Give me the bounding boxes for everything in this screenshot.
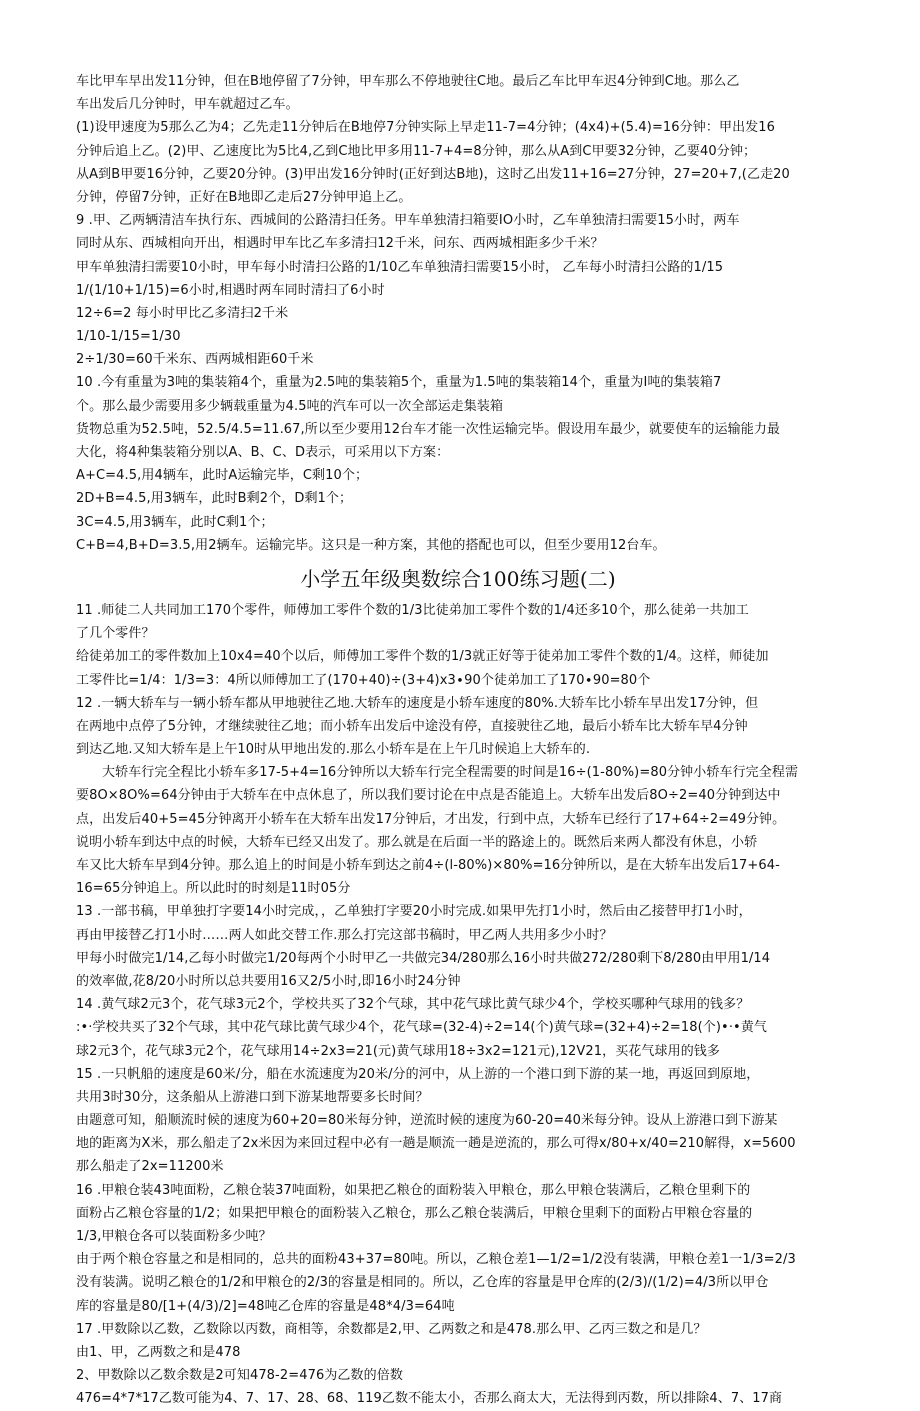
text-line: 1/3,甲粮仓各可以装面粉多少吨？ <box>76 1229 272 1244</box>
text-line: C+B=4,B+D=3.5,用2辆车。运输完毕。这只是一种方案，其他的搭配也可以，但至少要用12台车。 <box>76 537 666 553</box>
text-line: 甲车单独清扫需要10小时，甲车每小时清扫公路的1/10乙车单独清扫需要15小时， 乙车每小时清扫公路的1/15 <box>76 259 724 275</box>
text-line: 给徒弟加工的零件数加上10x4=40个以后，师傅加工零件个数的1/3就正好等于徒弟加工零件个数的1/4。这样，师徒加 <box>76 649 769 665</box>
text-line: 12 .一辆大轿车与一辆小轿车都从甲地驶往乙地.大轿车的速度是小轿车速度的80%.大轿车比小轿车早出发17分钟，但 <box>76 695 759 711</box>
text-line: 共用3时30分，这条船从上游港口到下游某地帮要多长时间？ <box>76 1089 429 1105</box>
text-line: 1/10-1/15=1/30 <box>76 329 181 345</box>
text-line: 14 .黄气球2元3个，花气球3元2个，学校共买了32个气球，其中花气球比黄气球少4个，学校买哪种气球用的钱多？ <box>76 997 750 1013</box>
text-line: 要8O×8O%=64分钟由于大轿车在中点休息了，所以我们要讨论在中点是否能追上。大轿车出发后8O÷2=40分钟到达中 <box>76 788 781 804</box>
text-line: :•·学校共买了32个气球，其中花气球比黄气球少4个，花气球=(32-4)÷2=14(个)黄气球=(32+4)÷2=18(个)•·•黄气 <box>76 1020 768 1036</box>
text-line: 17 .甲数除以乙数，乙数除以丙数，商相等，余数都是2,甲、乙两数之和是478.那么甲、乙丙三数之和是几？ <box>76 1321 707 1337</box>
text-line: 分钟后追上乙。(2)甲、乙速度比为5比4,乙到C地比甲多用11-7+4=8分钟，那么从A到C甲要32分钟，乙要40分钟； <box>76 143 757 159</box>
text-line: 13 .一部书稿，甲单独打字要14小时完成，，乙单独打字要20小时完成.如果甲先打1小时，然后由乙接替甲打1小时， <box>76 904 752 920</box>
text-line: 库的容量是80∕[1+(4/3)/2]=48吨乙仓库的容量是48*4/3=64吨 <box>76 1298 455 1314</box>
text-line: 2D+B=4.5,用3辆车，此时B剩2个，D剩1个； <box>76 491 353 507</box>
text-line: 从A到B甲要16分钟，乙要20分钟。(3)甲出发16分钟时(正好到达B地)，这时乙出发11+16=27分钟，27=20+7,(乙走20 <box>76 166 790 182</box>
text-line: 再由甲接替乙打1小时……两人如此交替工作.那么打完这部书稿时，甲乙两人共用多少小时？ <box>76 927 613 943</box>
text-block-before-title <box>76 70 840 557</box>
text-line: 2÷1∕30=60千米东、西两城相距60千米 <box>76 352 314 368</box>
text-line: 476=4*7*17乙数可能为4、7、17、28、68、119乙数不能太小，否那么商太大，无法得到丙数，所以排除4、7、17商 <box>76 1391 783 1407</box>
text-line: 1/(1/10+1/15)=6小时,相遇时两车同时清扫了6小时 <box>76 282 385 298</box>
text-line: A+C=4.5,用4辆车，此时A运输完毕，C剩10个； <box>76 468 369 484</box>
text-line: 工零件比=1/4：1/3=3：4所以师傅加工了(170+40)÷(3+4)x3∙90个徒弟加工了170∙90=80个 <box>76 672 651 688</box>
text-line: 说明小轿车到达中点的时候，大轿车已经又出发了。那么就是在后面一半的路途上的。既然后来两人都没有休息，小轿 <box>76 834 758 850</box>
text-block-after-title <box>76 599 840 1411</box>
text-line: 3C=4.5,用3辆车，此时C剩1个； <box>76 514 274 530</box>
text-line: 地的距离为X米，那么船走了2x米因为来回过程中必有一趟是顺流一趟是逆流的，那么可得x∕80+x∕40=210解得，x=5600 <box>76 1136 796 1152</box>
text-line: 由题意可知，船顺流时候的速度为60+20=80米每分钟，逆流时候的速度为60-20=40米每分钟。设从上游港口到下游某 <box>76 1113 778 1129</box>
text-line: 车又比大轿车早到4分钟。那么追上的时间是小轿车到达之前4÷(l-80%)×80%=16分钟所以，是在大轿车出发后17+64- <box>76 858 780 873</box>
text-line: 9 .甲、乙两辆清洁车执行东、西城间的公路清扫任务。甲车单独清扫箱要IO小时，乙车单独清扫需要15小时，两车 <box>76 213 740 229</box>
text-line: 那么船走了2x=11200米 <box>76 1159 224 1175</box>
text-line: 11 .师徒二人共同加工170个零件，师傅加工零件个数的1/3比徒弟加工零件个数的1/4还多10个，那么徒弟一共加工 <box>76 602 749 618</box>
text-line: 16 .甲粮仓装43吨面粉，乙粮仓装37吨面粉，如果把乙粮仓的面粉装入甲粮仓，那么甲粮仓装满后，乙粮仓里剩下的 <box>76 1182 751 1198</box>
text-line: 12÷6=2 每小时甲比乙多清扫2千米 <box>76 305 289 321</box>
text-line: 货物总重为52.5吨，52.5/4.5=11.67,所以至少要用12台车才能一次性运输完毕。假设用车最少，就要使车的运输能力最 <box>76 421 781 437</box>
text-line: 由1、甲，乙两数之和是478 <box>76 1344 241 1360</box>
text-line: 在两地中点停了5分钟，才继续驶往乙地；而小轿车出发后中途没有停，直接驶往乙地，最后小轿车比大轿车早4分钟 <box>76 718 748 734</box>
text-line: 车出发后几分钟时，甲车就超过乙车。 <box>76 97 299 113</box>
text-line: 10 .今有重量为3吨的集装箱4个，重量为2.5吨的集装箱5个，重量为1.5吨的集装箱14个，重量为I吨的集装箱7 <box>76 375 722 391</box>
text-line: 没有装满。说明乙粮仓的1/2和甲粮仓的2/3的容量是相同的。所以，乙仓库的容量是甲仓库的(2/3)/(1/2)=4/3所以甲仓 <box>76 1275 769 1291</box>
section-title: 小学五年级奥数综合100练习题(二) <box>300 566 616 591</box>
text-line: 2、甲数除以乙数余数是2可知478-2=476为乙数的倍数 <box>76 1368 403 1384</box>
text-line: 到达乙地.又知大轿车是上午10时从甲地出发的.那么小轿车是在上午几时候追上大轿车的. <box>76 742 591 758</box>
text-line: 大化，将4种集装箱分别以A、B、C、D表示，可采用以下方案： <box>76 445 450 460</box>
text-line: 球2元3个，花气球3元2个，花气球用14÷2x3=21(元)黄气球用18÷3x2=121元),12V21，买花气球用的钱多 <box>76 1043 720 1059</box>
text-line: 15 .一只帆船的速度是60米/分，船在水流速度为20米/分的河中，从上游的一个港口到下游的某一地，再返回到原地， <box>76 1066 760 1082</box>
text-line: 点，出发后40+5=45分钟离开小轿车在大轿车出发17分钟后，才出发，行到中点，大轿车已经行了17+64÷2=49分钟。 <box>76 811 786 827</box>
text-line: 甲每小时做完1/14,乙每小时做完1/20每两个小时甲乙一共做完34/280那么16小时共做272/280剩下8/280由甲用1/14 <box>76 950 771 966</box>
text-line: 车比甲车早出发11分钟，但在B地停留了7分钟，甲车那么不停地驶往C地。最后乙车比甲车迟4分钟到C地。那么乙 <box>76 74 740 89</box>
text-line: 的效率做,花8/20小时所以总共要用16又2/5小时,即16小时24分钟 <box>76 973 461 989</box>
text-line: 大轿车行完全程比小轿车多17-5+4=16分钟所以大轿车行完全程需要的时间是16÷(1-80%)=80分钟小轿车行完全程需 <box>102 765 799 781</box>
text-line: 16=65分钟追上。所以此时的时刻是11时05分 <box>76 881 351 897</box>
text-line: 由于两个粮仓容量之和是相同的，总共的面粉43+37=80吨。所以，乙粮仓差1—1/2=1/2没有装满，甲粮仓差1一1/3=2/3 <box>76 1252 796 1268</box>
text-line: 个。那么最少需要用多少辆载重量为4.5吨的汽车可以一次全部运走集装箱 <box>76 398 504 414</box>
text-line: 了几个零件？ <box>76 626 155 642</box>
text-line: 同时从东、西城相向开出，相遇时甲车比乙车多清扫12千米，问东、西两城相距多少千米？ <box>76 236 604 252</box>
text-line: 面粉占乙粮仓容量的1/2；如果把甲粮仓的面粉装入乙粮仓，那么乙粮仓装满后，甲粮仓里剩下的面粉占甲粮仓容量的 <box>76 1205 753 1221</box>
text-line: 分钟，停留7分钟，正好在B地即乙走后27分钟甲追上乙。 <box>76 189 412 205</box>
text-line: (1)设甲速度为5那么乙为4；乙先走11分钟后在B地停7分钟实际上早走11-7=4分钟；(4x4)+(5.4)=16分钟：甲出发16 <box>76 120 776 136</box>
